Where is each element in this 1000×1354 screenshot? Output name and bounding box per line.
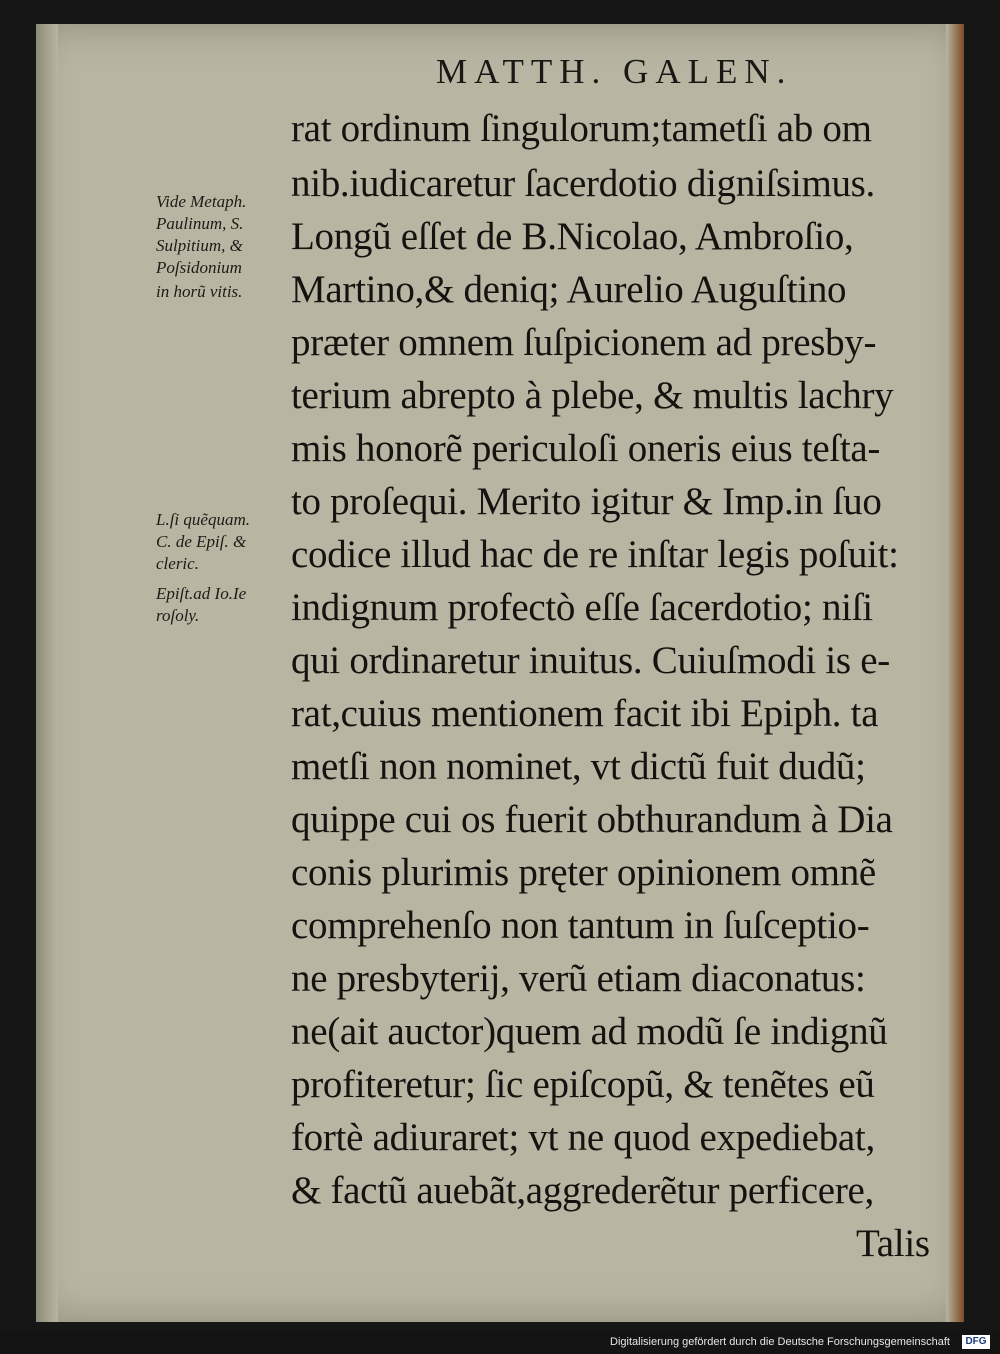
body-line: fortè adiuraret; vt ne quod expediebat,	[291, 1116, 875, 1159]
body-line: comprehenſo non tantum in ſuſceptio-	[291, 904, 870, 947]
dfg-logo: DFG	[962, 1335, 990, 1349]
catchword: Talis	[856, 1222, 930, 1265]
body-line: rat ordinum ſingulorum;tametſi ab om	[291, 107, 872, 150]
running-head: MATTH. GALEN.	[436, 52, 793, 91]
body-line: profiteretur; ſic epiſcopũ, & tenẽtes eũ	[291, 1063, 875, 1106]
margin-note-line: Sulpitium, &	[156, 236, 243, 255]
body-line: Martino,& deniq; Aurelio Auguſtino	[291, 268, 847, 311]
margin-note-line: cleric.	[156, 554, 199, 573]
body-line: rat,cuius mentionem facit ibi Epiph. ta	[291, 692, 879, 735]
book-page	[36, 24, 964, 1322]
digitization-credit: Digitalisierung gefördert durch die Deutsche Forschungsgemeinschaft	[610, 1336, 950, 1348]
body-line: qui ordinaretur inuitus. Cuiuſmodi is e-	[291, 639, 890, 682]
body-line: codice illud hac de re inſtar legis poſuit:	[291, 533, 899, 576]
body-line: terium abrepto à plebe, & multis lachry	[291, 374, 894, 417]
body-line: conis plurimis pręter opinionem omnẽ	[291, 851, 876, 894]
body-line: metſi non nominet, vt dictũ fuit dudũ;	[291, 745, 866, 788]
margin-note-line: L.ſi quẽquam.	[156, 510, 250, 529]
margin-note-line: C. de Epiſ. &	[156, 532, 247, 551]
margin-note-line: roſoly.	[156, 606, 200, 625]
margin-note-line: in horũ vitis.	[156, 282, 243, 301]
margin-note-line: Paulinum, S.	[156, 214, 244, 233]
body-line: mis honorẽ periculoſi oneris eius teſta-	[291, 427, 881, 470]
body-line: præter omnem ſuſpicionem ad presby-	[291, 321, 877, 364]
body-line: ne presbyterij, verũ etiam diaconatus:	[291, 957, 866, 1000]
body-line: & factũ auebãt,aggrederẽtur perficere,	[291, 1169, 874, 1212]
body-line: quippe cui os fuerit obthurandum à Dia	[291, 798, 893, 841]
page-spine-shadow	[36, 24, 58, 1322]
margin-note-line: Epiſt.ad Io.Ie	[156, 584, 247, 603]
body-line: indignum profectò eſſe ſacerdotio; niſi	[291, 586, 873, 629]
body-line: ne(ait auctor)quem ad modũ ſe indignũ	[291, 1010, 888, 1053]
page-edge	[946, 24, 964, 1322]
body-line: to proſequi. Merito igitur & Imp.in ſuo	[291, 480, 882, 523]
body-line: nib.iudicaretur ſacerdotio digniſsimus.	[291, 162, 876, 205]
body-line: Longũ eſſet de B.Nicolao, Ambroſio,	[291, 215, 854, 258]
margin-note-line: Vide Metaph.	[156, 192, 247, 211]
margin-note-line: Poſsidonium	[156, 258, 242, 277]
